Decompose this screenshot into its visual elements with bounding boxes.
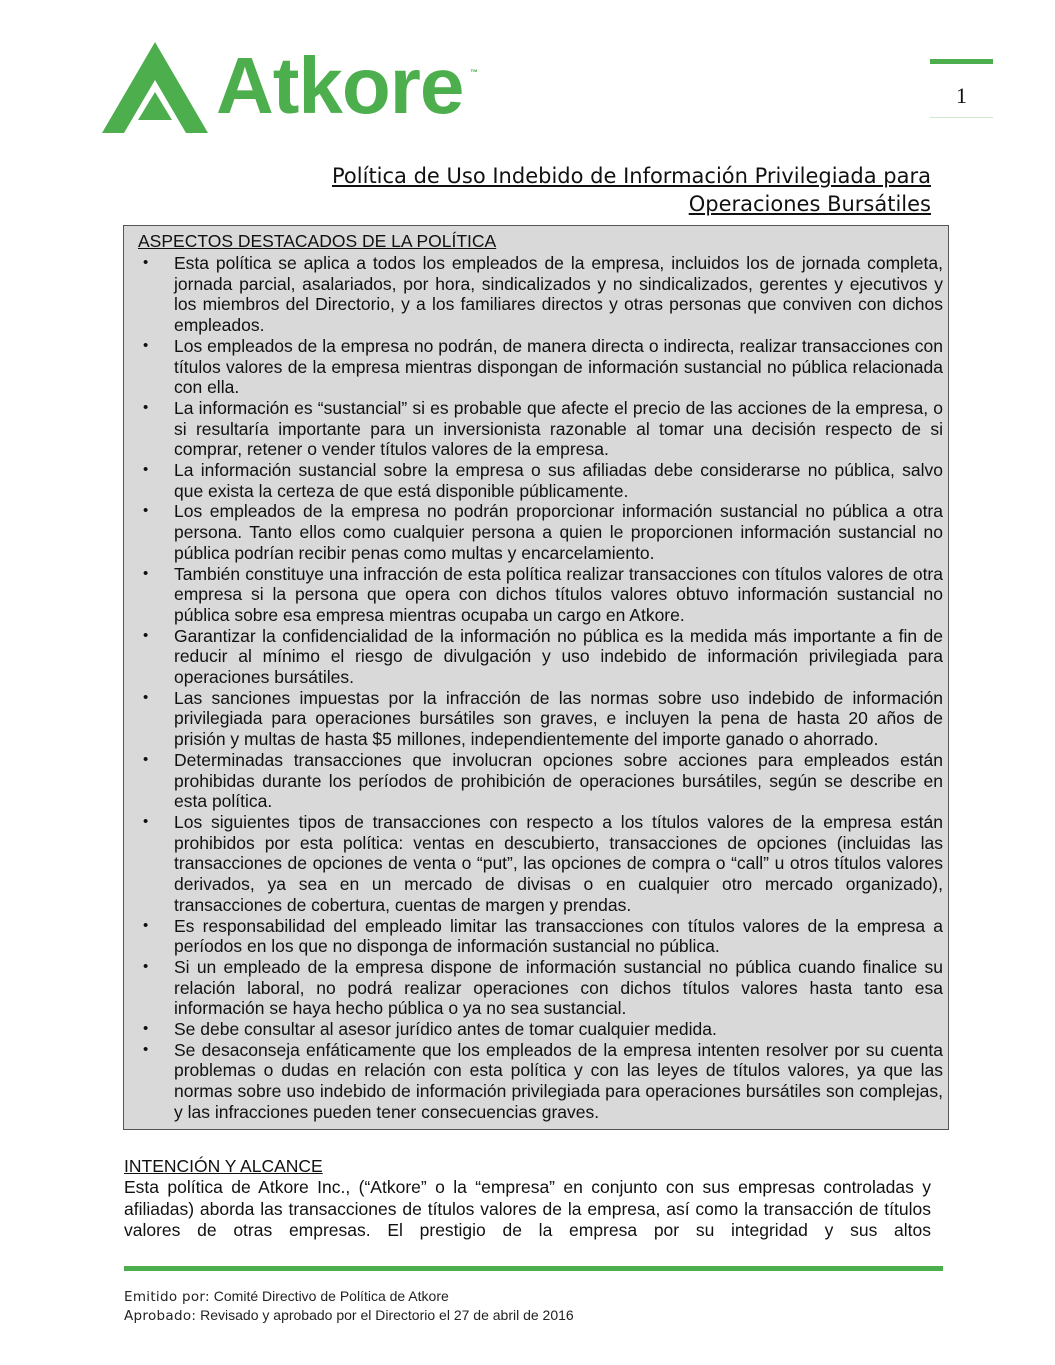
bullet-icon: • xyxy=(143,1040,149,1058)
highlight-item xyxy=(138,564,943,626)
highlight-text: La información sustancial sobre la empresa o sus afiliadas debe considerarse no pública, salvo que exista la certeza de que está disponible públicamente. xyxy=(174,460,943,501)
highlight-text: Se desaconseja enfáticamente que los empleados de la empresa intenten resolver por su cuenta problemas o dudas en relación con esta política y con las leyes de títulos valores, ya que las normas sobre uso indebido de información privilegiada para operaciones bursátiles son complejas, y las infracciones pueden tener consecuencias graves. xyxy=(174,1039,943,1122)
highlight-item xyxy=(138,501,943,563)
highlight-text: También constituye una infracción de esta política realizar transacciones con títulos valores de otra empresa si la persona que opera con dichos títulos valores obtuvo información sustancial no pública sobre esa empresa mientras ocupaba un cargo en Atkore. xyxy=(174,563,943,625)
intent-scope-heading: INTENCIÓN Y ALCANCE xyxy=(124,1156,323,1176)
footer-approved-line xyxy=(124,1306,574,1325)
bullet-icon: • xyxy=(143,688,149,706)
document-title-line-2: Operaciones Bursátiles xyxy=(688,192,931,216)
bullet-icon: • xyxy=(143,254,149,271)
logo-wordmark: Atkore xyxy=(216,41,464,130)
logo-trademark: ™ xyxy=(470,68,478,77)
highlight-item xyxy=(138,1019,943,1040)
bullet-icon: • xyxy=(143,812,149,830)
bullet-icon: • xyxy=(143,461,149,479)
intent-scope-paragraph: Esta política de Atkore Inc., (“Atkore” o la “empresa” en conjunto con sus empresas controladas y afiliadas) aborda las transacciones de títulos valores de la empresa, así como la transacción de títulos valores de otras empresas. El prestigio de la empresa por su integridad y sus altos xyxy=(124,1177,931,1240)
highlight-item xyxy=(138,398,943,460)
highlight-text: Garantizar la confidencialidad de la información no pública es la medida más importante a fin de reducir al mínimo el riesgo de divulgación y uso indebido de información privilegiada para operaciones bursátiles. xyxy=(174,625,943,688)
highlight-text: Determinadas transacciones que involucran opciones sobre acciones para empleados están prohibidas durante los períodos de prohibición de operaciones bursátiles, según se describe en esta política. xyxy=(174,749,943,812)
highlight-item xyxy=(138,957,943,1019)
bullet-icon: • xyxy=(143,398,149,416)
highlight-item xyxy=(138,750,943,812)
bullet-icon: • xyxy=(143,336,149,354)
highlight-item xyxy=(138,336,943,398)
document-title-line-1: Política de Uso Indebido de Información Privilegiada para xyxy=(332,164,931,188)
highlight-item xyxy=(138,1040,943,1123)
highlight-text: Esta política se aplica a todos los empleados de la empresa, incluidos los de jornada completa, jornada parcial, asalariados, por hora, sindicalizados y no sindicalizados, gerentes y ejecutivos y los miembros del Directorio, y a los familiares directos y otras personas que conviven con dichos empleados. xyxy=(174,253,943,336)
highlight-item xyxy=(138,688,943,750)
bullet-icon: • xyxy=(143,957,149,975)
page-number-box xyxy=(930,59,993,118)
highlight-item xyxy=(138,812,943,916)
highlight-text: Los siguientes tipos de transacciones con respecto a los títulos valores de la empresa están prohibidos por esta política: ventas en descubierto, transacciones de opciones (incluidas las transacciones de opciones de venta o “put”, las opciones de compra o “call” u otros títulos valores derivados, ya sea en un mercado de divisas o en cualquier otro mercado organizado), transacciones de cobertura, cuentas de margen y prendas. xyxy=(174,811,943,915)
highlight-item xyxy=(138,916,943,957)
bullet-icon: • xyxy=(143,564,149,582)
highlights-heading: ASPECTOS DESTACADOS DE LA POLÍTICA xyxy=(138,231,497,251)
page-number: 1 xyxy=(930,64,993,118)
bullet-icon: • xyxy=(143,916,149,934)
highlight-text: Las sanciones impuestas por la infracción de las normas sobre uso indebido de información privilegiada para operaciones bursátiles son graves, e incluyen la pena de hasta 20 años de prisión y multas de hasta $5 millones, independientemente del importe ganado o ahorrado. xyxy=(174,687,943,750)
highlight-item xyxy=(138,626,943,688)
footer-approved-value: Revisado y aprobado por el Directorio el 27 de abril de 2016 xyxy=(200,1307,574,1323)
highlight-text: La información es “sustancial” si es probable que afecte el precio de las acciones de la empresa, o si resultaría importante para un inversionista razonable al tomar una decisión respecto de si comprar, retener o vender títulos valores de la empresa. xyxy=(174,397,943,460)
footer-issued-line xyxy=(124,1287,574,1306)
highlight-text: Es responsabilidad del empleado limitar las transacciones con títulos valores de la empresa a períodos en los que no disponga de información sustancial no pública. xyxy=(174,915,943,957)
highlight-text: Si un empleado de la empresa dispone de información sustancial no pública cuando finalice su relación laboral, no podrá realizar operaciones con dichos títulos valores hasta tanto esa información se haya hecho pública o ya no sea sustancial. xyxy=(174,956,943,1019)
footer xyxy=(124,1287,574,1325)
document-title xyxy=(250,162,931,218)
bullet-icon: • xyxy=(143,750,149,768)
policy-highlights-box xyxy=(123,225,949,1130)
bullet-icon: • xyxy=(143,1020,149,1038)
bullet-icon: • xyxy=(143,626,149,644)
highlight-text: Los empleados de la empresa no podrán, de manera directa o indirecta, realizar transacciones con títulos valores de la empresa mientras dispongan de información sustancial no pública relacionada con ella. xyxy=(174,335,943,398)
highlight-text: Los empleados de la empresa no podrán proporcionar información sustancial no pública a otra persona. Tanto ellos como cualquier persona a quien le proporcionen información sustancial no pública podrían recibir penas como multas y encarcelamiento. xyxy=(174,501,943,563)
bullet-icon: • xyxy=(143,502,149,520)
highlight-item xyxy=(138,460,943,501)
footer-approved-label: Aprobado: xyxy=(124,1308,197,1324)
highlight-item xyxy=(138,253,943,336)
highlight-text: Se debe consultar al asesor jurídico antes de tomar cualquier medida. xyxy=(174,1019,717,1040)
footer-issued-value: Comité Directivo de Política de Atkore xyxy=(213,1288,449,1304)
highlights-list xyxy=(138,253,943,1123)
footer-issued-label: Emitido por: xyxy=(124,1289,210,1305)
footer-divider xyxy=(124,1266,943,1271)
atkore-logo xyxy=(100,40,490,136)
atkore-triangle-icon xyxy=(100,40,210,136)
